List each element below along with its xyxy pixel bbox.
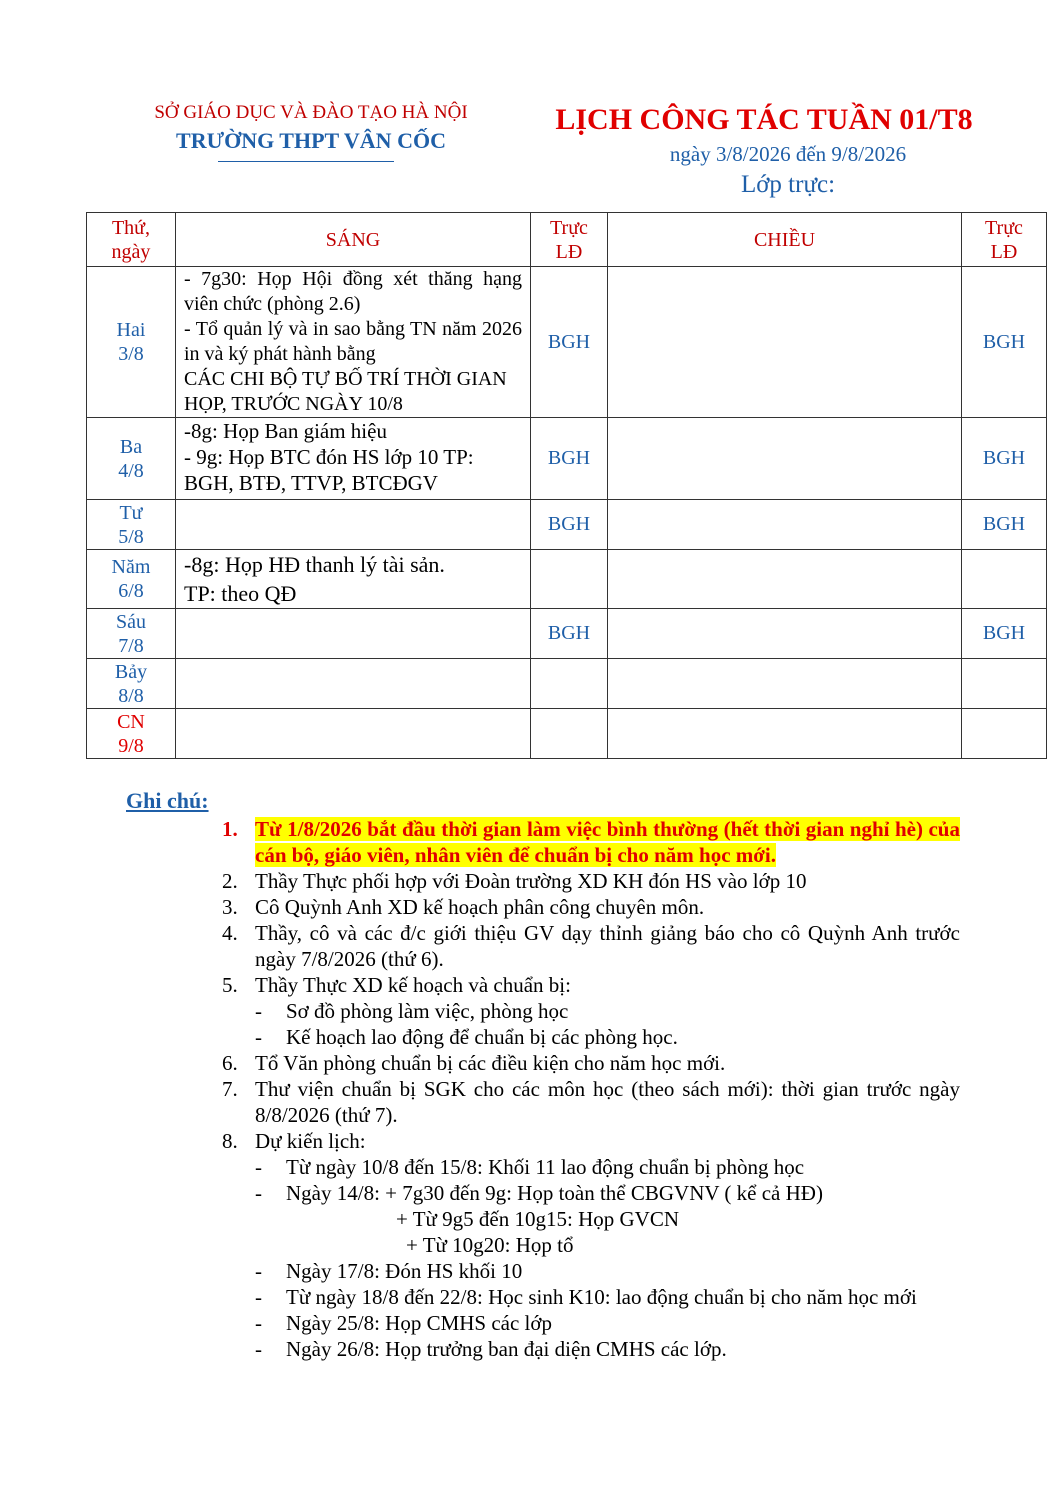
morning-cell	[176, 609, 531, 659]
note-item: 2. Thầy Thực phối hợp với Đoàn trường XD KH đón HS vào lớp 10	[222, 869, 807, 893]
day-cell: Tư 5/8	[87, 500, 176, 550]
duty-class-label: Lớp trực:	[740, 171, 836, 198]
note-subitem: - Sơ đồ phòng làm việc, phòng học	[255, 999, 569, 1023]
note-continuation: + Từ 9g5 đến 10g15: Họp GVCN	[396, 1207, 679, 1231]
afternoon-cell	[608, 418, 962, 500]
note-item: 4. Thầy, cô và các đ/c giới thiệu GV dạy thỉnh giảng báo cho cô Quỳnh Anh trước ngày 7/8/2026 (thứ 6).	[222, 921, 960, 971]
duty-afternoon-cell: BGH	[962, 267, 1047, 418]
note-subitem: - Kế hoạch lao động để chuẩn bị các phòng học.	[255, 1025, 678, 1049]
table-row	[87, 500, 1047, 550]
duty-afternoon-cell: BGH	[962, 418, 1047, 500]
afternoon-cell	[608, 550, 962, 609]
note-subitem: - Ngày 26/8: Họp trưởng ban đại diện CMHS các lớp.	[255, 1337, 727, 1361]
school-name: TRƯỜNG THPT VÂN CỐC	[176, 128, 446, 153]
morning-cell: -8g: Họp HĐ thanh lý tài sản. TP: theo QĐ	[176, 550, 531, 609]
duty-morning-cell	[531, 550, 608, 609]
header-divider	[218, 161, 394, 162]
duty-afternoon-cell: BGH	[962, 609, 1047, 659]
note-item: 5. Thầy Thực XD kế hoạch và chuẩn bị:	[222, 973, 571, 997]
header-afternoon: CHIỀU	[608, 213, 962, 267]
day-cell: Sáu 7/8	[87, 609, 176, 659]
table-row	[87, 418, 1047, 500]
duty-morning-cell: BGH	[531, 609, 608, 659]
afternoon-cell	[608, 659, 962, 709]
afternoon-cell	[608, 709, 962, 759]
note-item: 8. Dự kiến lịch:	[222, 1129, 366, 1153]
schedule-date-range: ngày 3/8/2026 đến 9/8/2026	[669, 142, 907, 166]
morning-cell	[176, 659, 531, 709]
table-row	[87, 267, 1047, 418]
note-subitem: - Từ ngày 18/8 đến 22/8: Học sinh K10: lao động chuẩn bị cho năm học mới	[255, 1285, 917, 1309]
table-row	[87, 709, 1047, 759]
note-subitem: - Ngày 17/8: Đón HS khối 10	[255, 1259, 523, 1283]
duty-morning-cell: BGH	[531, 418, 608, 500]
day-cell: CN 9/8	[87, 709, 176, 759]
table-row	[87, 659, 1047, 709]
morning-cell	[176, 500, 531, 550]
day-cell: Ba 4/8	[87, 418, 176, 500]
note-item: 6. Tổ Văn phòng chuẩn bị các điều kiện cho năm học mới.	[222, 1051, 726, 1075]
afternoon-cell	[608, 609, 962, 659]
morning-cell: - 7g30: Họp Hội đồng xét thăng hạng viên chức (phòng 2.6) - Tổ quản lý và in sao bằng TN năm 2026 in và ký phát hành bằng CÁC CHI BỘ TỰ BỐ TRÍ THỜI GIAN HỌP, TRƯỚC NGÀY 10/8	[176, 267, 531, 418]
note-continuation: + Từ 10g20: Họp tổ	[406, 1233, 574, 1257]
note-item: 1. Từ 1/8/2026 bắt đầu thời gian làm việc bình thường (hết thời gian nghỉ hè) của cán bộ, giáo viên, nhân viên để chuẩn bị cho năm học mới.	[222, 817, 960, 867]
department-name: SỞ GIÁO DỤC VÀ ĐÀO TẠO HÀ NỘI	[154, 102, 468, 123]
note-item: 7. Thư viện chuẩn bị SGK cho các môn học (theo sách mới): thời gian trước ngày 8/8/2026 (thứ 7).	[222, 1077, 960, 1127]
table-row	[87, 609, 1047, 659]
header-duty-afternoon: Trực LĐ	[962, 213, 1047, 267]
schedule-table	[86, 212, 1047, 759]
duty-afternoon-cell	[962, 709, 1047, 759]
note-subitem: - Ngày 25/8: Họp CMHS các lớp	[255, 1311, 552, 1335]
day-cell: Hai 3/8	[87, 267, 176, 418]
table-row	[87, 550, 1047, 609]
duty-afternoon-cell	[962, 550, 1047, 609]
day-cell: Năm 6/8	[87, 550, 176, 609]
duty-afternoon-cell: BGH	[962, 500, 1047, 550]
header-morning: SÁNG	[176, 213, 531, 267]
morning-cell: -8g: Họp Ban giám hiệu - 9g: Họp BTC đón HS lớp 10 TP: BGH, BTĐ, TTVP, BTCĐGV	[176, 418, 531, 500]
day-cell: Bảy 8/8	[87, 659, 176, 709]
morning-cell	[176, 709, 531, 759]
note-subitem: - Từ ngày 10/8 đến 15/8: Khối 11 lao động chuẩn bị phòng học	[255, 1155, 805, 1179]
table-header-row	[87, 213, 1047, 267]
duty-morning-cell	[531, 659, 608, 709]
note-item: 3. Cô Quỳnh Anh XD kế hoạch phân công chuyên môn.	[222, 895, 705, 919]
afternoon-cell	[608, 500, 962, 550]
notes-heading: Ghi chú:	[126, 788, 209, 813]
duty-morning-cell	[531, 709, 608, 759]
notes-list	[0, 816, 1061, 1362]
duty-afternoon-cell	[962, 659, 1047, 709]
header-day: Thứ, ngày	[87, 213, 176, 267]
duty-morning-cell: BGH	[531, 267, 608, 418]
note-subitem: - Ngày 14/8: + 7g30 đến 9g: Họp toàn thể CBGVNV ( kể cả HĐ)	[255, 1181, 823, 1205]
duty-morning-cell: BGH	[531, 500, 608, 550]
schedule-title: LỊCH CÔNG TÁC TUẦN 01/T8	[555, 103, 973, 136]
afternoon-cell	[608, 267, 962, 418]
header-duty-morning: Trực LĐ	[531, 213, 608, 267]
